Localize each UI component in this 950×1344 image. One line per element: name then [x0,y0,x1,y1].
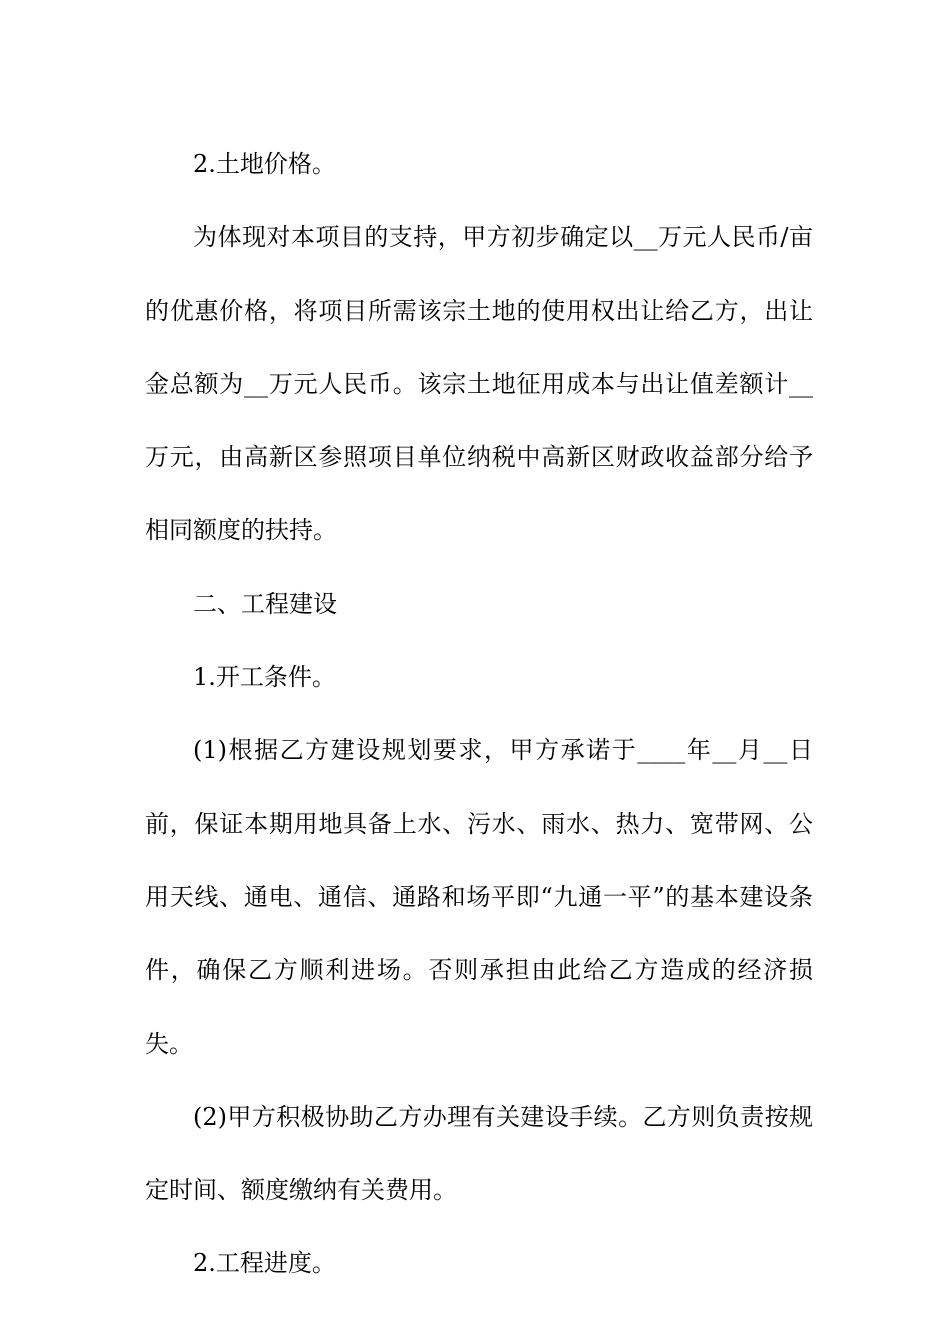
heading-section-engineering: 二、工程建设 [193,589,337,618]
document-body [145,128,813,1301]
heading-engineering-progress: 2.工程进度。 [193,1249,336,1278]
heading-land-price: 2.土地价格。 [193,150,336,178]
paragraph-condition-2: (2)甲方积极协助乙方办理有关建设手续。乙方则负责按规定时间、额度缴纳有关费用。 [145,1102,813,1205]
paragraph-condition-1: (1)根据乙方建设规划要求，甲方承诺于____年__月__日前，保证本期用地具备上水、污水、雨水、热力、宽带网、公用天线、通电、通信、通路和场平即“九通一平”的基本建设条件，确保乙方顺利进场。否则承担由此给乙方造成的经济损失。 [145,736,813,1058]
heading-start-conditions: 1.开工条件。 [193,663,336,692]
paragraph-land-price-terms: 为体现对本项目的支持，甲方初步确定以__万元人民币/亩的优惠价格，将项目所需该宗土地的使用权出让给乙方，出让金总额为__万元人民币。该宗土地征用成本与出让值差额计__万元，由高新区参照项目单位纳税中高新区财政收益部分给予相同额度的扶持。 [145,223,813,545]
